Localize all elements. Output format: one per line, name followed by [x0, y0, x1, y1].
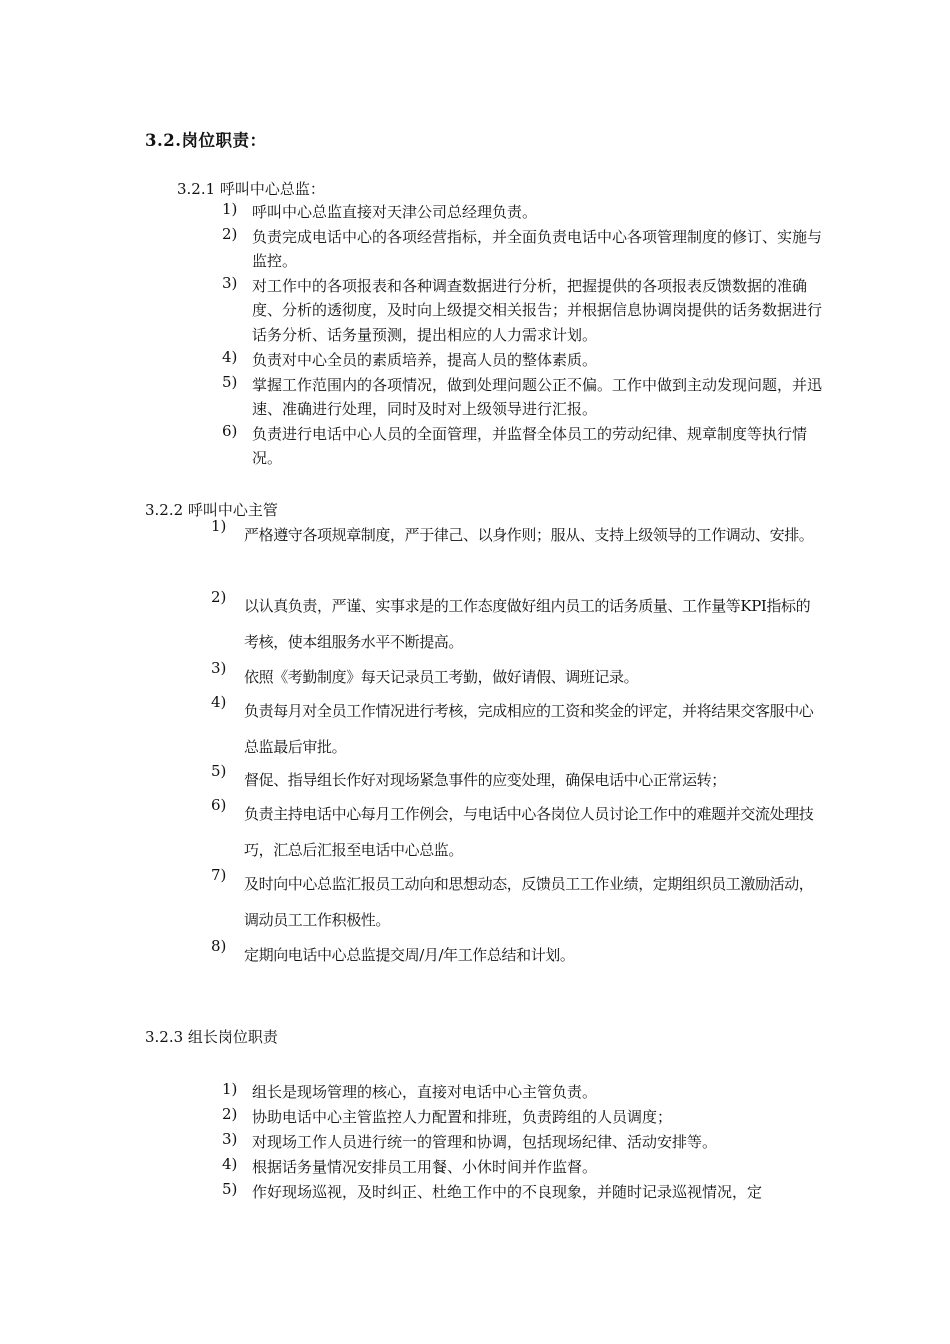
list-item-text: 以认真负责，严谨、实事求是的工作态度做好组内员工的话务质量、工作量等KPI指标的考核，使本组服务水平不断提高。	[244, 597, 811, 651]
list-item-number: 5)	[211, 762, 227, 780]
subsection-title-321: 3.2.1 呼叫中心总监：	[177, 180, 325, 198]
subsection-title-323: 3.2.3 组长岗位职责	[145, 1028, 278, 1046]
list-item	[211, 693, 824, 765]
list-item-text: 及时向中心总监汇报员工动向和思想动态，反馈员工工作业绩，定期组织员工激励活动，调动员工工作积极性。	[244, 875, 814, 929]
list-item-text: 负责对中心全员的素质培养，提高人员的整体素质。	[252, 351, 598, 369]
list-item-number: 1)	[211, 517, 227, 535]
list-item	[222, 1155, 812, 1179]
list-item-number: 4)	[211, 693, 227, 711]
list-item	[211, 517, 824, 553]
list-item	[211, 762, 824, 798]
list-item-number: 8)	[211, 937, 227, 955]
list-item-text: 负责完成电话中心的各项经营指标，并全面负责电话中心各项管理制度的修订、实施与监控。	[252, 228, 823, 271]
list-item-text: 根据话务量情况安排员工用餐、小休时间并作监督。	[252, 1158, 598, 1176]
list-item-number: 3)	[222, 274, 238, 292]
list-item-number: 1)	[222, 200, 238, 218]
list-item-text: 严格遵守各项规章制度，严于律己、以身作则；服从、支持上级领导的工作调动、安排。	[244, 526, 814, 544]
list-item	[222, 225, 822, 274]
list-item-number: 5)	[222, 1180, 238, 1198]
section-heading: 3.2.岗位职责：	[145, 131, 267, 150]
list-item-text: 对工作中的各项报表和各种调查数据进行分析，把握提供的各项报表反馈数据的准确度、分析的透彻度，及时向上级提交相关报告；并根据信息协调岗提供的话务数据进行话务分析、话务量预测，提出相应的人力需求计划。	[252, 277, 823, 344]
list-item-text: 负责进行电话中心人员的全面管理，并监督全体员工的劳动纪律、规章制度等执行情况。	[252, 425, 808, 468]
list-item-number: 3)	[211, 659, 227, 677]
list-item	[211, 796, 824, 868]
list-item-number: 3)	[222, 1130, 238, 1148]
list-item-number: 7)	[211, 866, 227, 884]
list-item	[222, 1080, 812, 1104]
list-item-number: 4)	[222, 1155, 238, 1173]
list-item-text: 负责每月对全员工作情况进行考核，完成相应的工资和奖金的评定，并将结果交客服中心总监最后审批。	[244, 702, 814, 756]
list-item-number: 2)	[222, 225, 238, 243]
list-item	[222, 348, 822, 372]
list-item-number: 6)	[222, 422, 238, 440]
list-item	[211, 937, 824, 973]
list-item	[222, 274, 822, 347]
list-item-text: 定期向电话中心总监提交周/月/年工作总结和计划。	[244, 946, 575, 964]
list-item	[211, 866, 824, 938]
list-item	[211, 659, 824, 695]
list-item-text: 依照《考勤制度》每天记录员工考勤，做好请假、调班记录。	[244, 668, 639, 686]
list-item	[222, 1180, 812, 1204]
list-item-text: 负责主持电话中心每月工作例会，与电话中心各岗位人员讨论工作中的难题并交流处理技巧，汇总后汇报至电话中心总监。	[244, 805, 814, 859]
list-item	[222, 373, 822, 422]
list-item-number: 2)	[222, 1105, 238, 1123]
list-item-text: 呼叫中心总监直接对天津公司总经理负责。	[252, 203, 538, 221]
subsection-title-322: 3.2.2 呼叫中心主管	[145, 501, 278, 519]
list-item-number: 2)	[211, 588, 227, 606]
list-item	[222, 200, 822, 224]
list-item	[222, 1130, 812, 1154]
list-item-text: 掌握工作范围内的各项情况，做到处理问题公正不偏。工作中做到主动发现问题，并迅速、准确进行处理，同时及时对上级领导进行汇报。	[252, 376, 823, 419]
list-item-text: 督促、指导组长作好对现场紧急事件的应变处理，确保电话中心正常运转；	[244, 771, 726, 789]
list-item-text: 作好现场巡视，及时纠正、杜绝工作中的不良现象，并随时记录巡视情况，定	[252, 1183, 763, 1201]
list-item-text: 协助电话中心主管监控人力配置和排班，负责跨组的人员调度；	[252, 1108, 673, 1126]
list-item	[211, 588, 824, 660]
list-item-number: 6)	[211, 796, 227, 814]
list-item	[222, 422, 822, 471]
list-item-number: 5)	[222, 373, 238, 391]
list-item-text: 对现场工作人员进行统一的管理和协调，包括现场纪律、活动安排等。	[252, 1133, 718, 1151]
list-item-number: 4)	[222, 348, 238, 366]
list-item-number: 1)	[222, 1080, 238, 1098]
list-item	[222, 1105, 812, 1129]
list-item-text: 组长是现场管理的核心，直接对电话中心主管负责。	[252, 1083, 598, 1101]
